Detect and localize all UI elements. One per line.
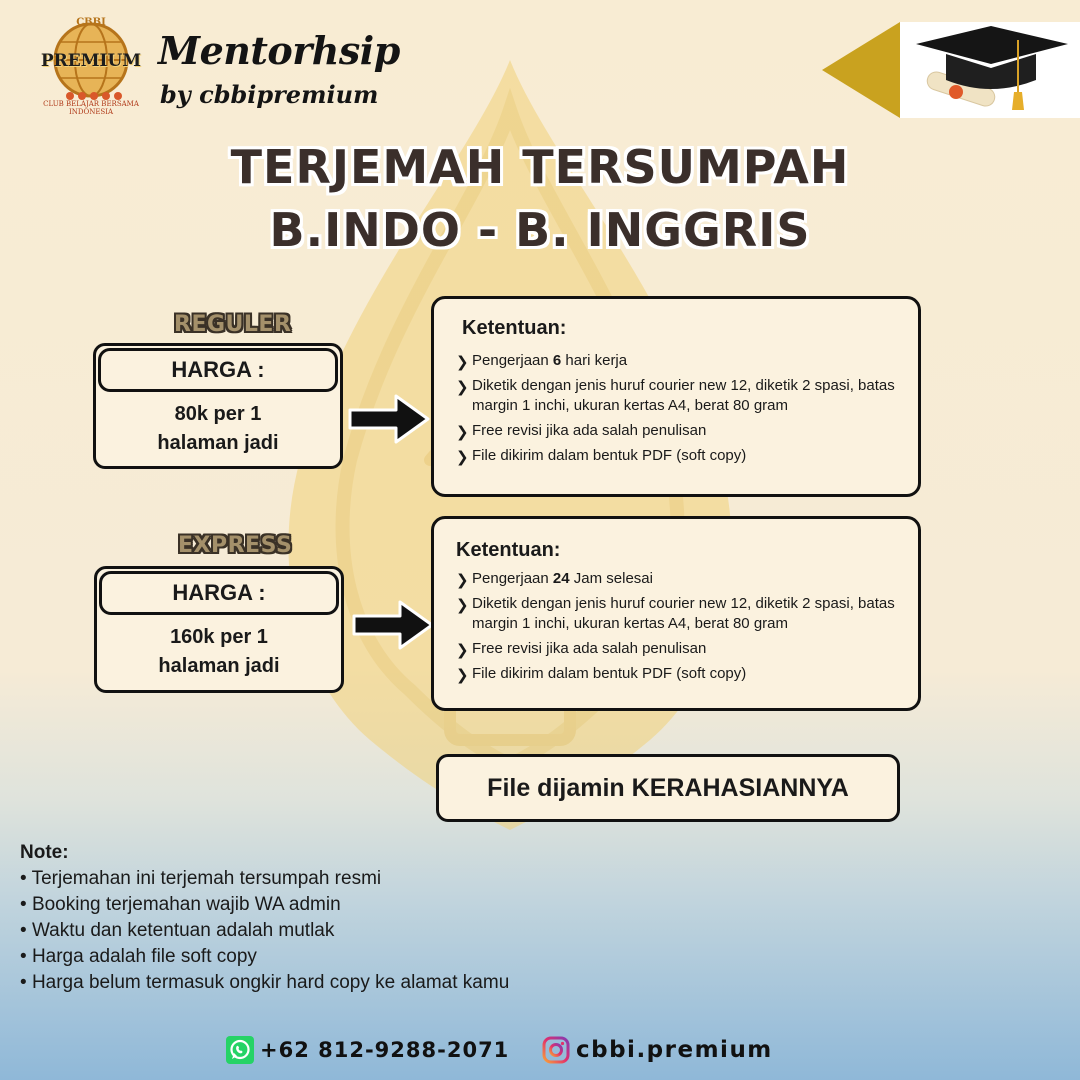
main-title-line1: TERJEMAH TERSUMPAH: [230, 140, 850, 194]
cbbi-logo: [32, 18, 150, 118]
list-item: [456, 351, 898, 371]
express-terms-list: [456, 569, 898, 689]
brand-subtitle: by cbbipremium: [160, 80, 379, 109]
term-text: Free revisi jika ada salah penulisan: [472, 422, 707, 439]
logo-caption: [32, 100, 150, 116]
express-price-box: [94, 566, 344, 693]
reguler-label: REGULER: [174, 312, 292, 337]
logo-caption-line1: CLUB BELAJAR BERSAMA: [43, 100, 139, 108]
express-terms-title: Ketentuan:: [456, 539, 561, 561]
note-text: Waktu dan ketentuan adalah mutlak: [31, 920, 335, 941]
instagram-handle: cbbi.premium: [576, 1037, 773, 1063]
term-text: Diketik dengan jenis huruf courier new 12, diketik 2 spasi, batas margin 1 inchi, ukuran kertas A4, berat 80 gram: [472, 377, 895, 414]
reguler-price-value: [96, 400, 340, 458]
logo-caption-line2: INDONESIA: [68, 108, 114, 116]
graduation-cap-icon: [906, 22, 1076, 118]
chevron-right-icon: ❯: [456, 667, 469, 684]
reguler-terms-title: Ketentuan:: [462, 317, 567, 339]
chevron-right-icon: ❯: [456, 597, 469, 614]
list-item: [20, 866, 509, 892]
reguler-price-box: [93, 343, 343, 469]
list-item: [456, 446, 898, 466]
instagram-icon: [542, 1036, 570, 1064]
term-text: File dikirim dalam bentuk PDF (soft copy): [472, 665, 747, 682]
express-price-value: [97, 623, 341, 681]
list-item: [20, 944, 509, 970]
reguler-terms-box: [431, 296, 921, 497]
right-arrow-icon: [350, 598, 436, 652]
note-list: [20, 866, 509, 996]
express-price-heading: HARGA :: [99, 571, 339, 615]
term-text: Diketik dengan jenis huruf courier new 12, diketik 2 spasi, batas margin 1 inchi, ukuran kertas A4, berat 80 gram: [472, 595, 895, 632]
reguler-price-line1: 80k per 1: [174, 403, 262, 425]
note-title: Note:: [20, 842, 69, 863]
whatsapp-icon: [226, 1036, 254, 1064]
reguler-terms-list: [456, 351, 898, 471]
term-text: Pengerjaan: [472, 570, 553, 587]
bullet: •: [20, 946, 27, 967]
term-text: Pengerjaan: [472, 352, 553, 369]
term-text: Jam selesai: [569, 570, 653, 587]
term-text: Free revisi jika ada salah penulisan: [472, 640, 707, 657]
list-item: [456, 639, 898, 659]
whatsapp-contact[interactable]: [226, 1036, 509, 1064]
express-terms-box: [431, 516, 921, 711]
gold-triangle-decoration: [822, 22, 900, 118]
chevron-right-icon: ❯: [456, 354, 469, 371]
logo-top-text: CBBI: [76, 17, 106, 28]
reguler-price-line2: halaman jadi: [157, 432, 279, 454]
bullet: •: [20, 868, 27, 889]
express-price-line1: 160k per 1: [170, 626, 268, 648]
list-item: [456, 594, 898, 634]
bullet: •: [20, 920, 27, 941]
note-text: Harga belum termasuk ongkir hard copy ke alamat kamu: [31, 972, 510, 993]
instagram-contact[interactable]: [542, 1036, 773, 1064]
brand-title: Mentorhsip: [158, 28, 400, 73]
list-item: [456, 376, 898, 416]
term-duration: 6: [552, 352, 562, 369]
logo-wordmark: PREMIUM: [40, 51, 142, 71]
chevron-right-icon: ❯: [456, 572, 469, 589]
express-price-line2: halaman jadi: [158, 655, 280, 677]
list-item: [456, 569, 898, 589]
reguler-price-heading: HARGA :: [98, 348, 338, 392]
term-text: hari kerja: [561, 352, 628, 369]
chevron-right-icon: ❯: [456, 379, 469, 396]
confidentiality-banner: File dijamin KERAHASIANNYA: [436, 754, 900, 822]
note-text: Booking terjemahan wajib WA admin: [31, 894, 341, 915]
chevron-right-icon: ❯: [456, 424, 469, 441]
main-title-line2: B.INDO - B. INGGRIS: [269, 203, 811, 257]
term-duration: 24: [552, 570, 570, 587]
term-text: File dikirim dalam bentuk PDF (soft copy): [472, 447, 747, 464]
list-item: [20, 892, 509, 918]
bullet: •: [20, 972, 27, 993]
chevron-right-icon: ❯: [456, 642, 469, 659]
bullet: •: [20, 894, 27, 915]
right-arrow-icon: [346, 392, 432, 446]
list-item: [456, 664, 898, 684]
express-label: EXPRESS: [178, 533, 293, 558]
list-item: [20, 918, 509, 944]
whatsapp-number: +62 812-9288-2071: [260, 1038, 510, 1062]
note-text: Terjemahan ini terjemah tersumpah resmi: [31, 868, 382, 889]
list-item: [20, 970, 509, 996]
note-text: Harga adalah file soft copy: [31, 946, 257, 967]
chevron-right-icon: ❯: [456, 449, 469, 466]
list-item: [456, 421, 898, 441]
